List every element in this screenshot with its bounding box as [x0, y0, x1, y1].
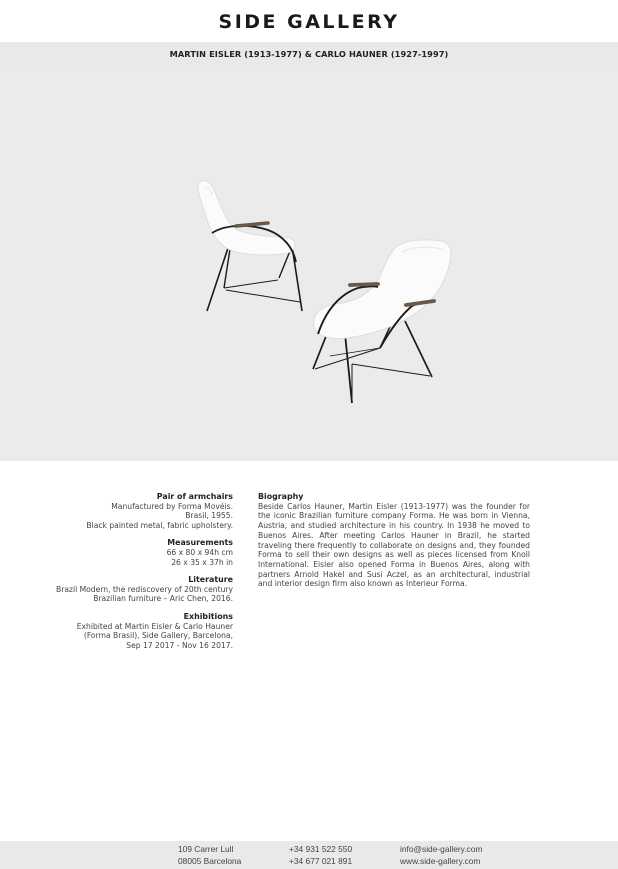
item-details [33, 492, 233, 658]
measurement-line: 26 x 35 x 37h in [171, 557, 233, 567]
item-line: Brasil, 1955. [185, 511, 233, 521]
website-link[interactable]: www.side-gallery.com [400, 855, 481, 866]
measurement-line: 66 x 80 x 94h cm [166, 547, 233, 557]
page-title: MARTIN EISLER (1913-1977) & CARLO HAUNER (1927-1997) [0, 42, 618, 66]
item-line: Black painted metal, fabric upholstery. [86, 520, 233, 530]
footer [0, 841, 618, 869]
exhibition-line: (Forma Brasil), Side Gallery, Barcelona, [83, 631, 233, 641]
literature-line: Brazilian furniture – Aric Chen, 2016. [93, 594, 233, 604]
armchairs-illustration [0, 66, 618, 461]
footer-phones [289, 844, 352, 867]
exhibition-line: Sep 17 2017 - Nov 16 2017. [126, 640, 233, 650]
measurements-heading: Measurements [167, 538, 233, 548]
exhibition-line: Exhibited at Martin Eisler & Carlo Hauner [76, 621, 233, 631]
phone-link[interactable]: +34 677 021 891 [289, 855, 353, 866]
measurements-block [33, 538, 233, 567]
literature-block [33, 575, 233, 604]
biography-section [258, 492, 530, 589]
footer-contact [400, 844, 482, 867]
phone-link[interactable]: +34 931 522 550 [289, 844, 353, 854]
biography-heading: Biography [258, 492, 304, 501]
address-line: 08005 Barcelona [178, 855, 242, 866]
exhibitions-heading: Exhibitions [183, 611, 233, 621]
item-block [33, 492, 233, 530]
address-line: 109 Carrer Lull [178, 844, 234, 854]
literature-line: Brazil Modern, the rediscovery of 20th century [56, 584, 233, 594]
brand-logo: SIDE GALLERY [218, 11, 400, 33]
armchair-front [313, 240, 451, 403]
armchair-back [198, 181, 302, 311]
literature-heading: Literature [188, 575, 233, 585]
item-line: Manufactured by Forma Movéis. [111, 501, 233, 511]
product-photo [0, 66, 618, 461]
footer-address [178, 844, 241, 867]
exhibitions-block [33, 612, 233, 650]
email-link[interactable]: info@side-gallery.com [400, 844, 483, 854]
item-heading: Pair of armchairs [156, 492, 233, 501]
biography-text: Beside Carlos Hauner, Martin Eisler (1913-1977) was the founder for the iconic Brazilian furniture company Forma. He was born in Vienna, Austria, and studied architecture in his country. In 1938 he moved to Buenos Aires. After meeting Carlos Hauner in Brazil, he started traveling there frequently to collaborate on designs and, they founded Forma to sell their own designs as well as pieces licensed from Knoll International. Eisler also opened Forma in Buenos Aires, along with partners Arnold Hakel and Susi Aczel, as an architectural, industrial and interior design firm also known as Interieur Forma. [258, 501, 530, 589]
